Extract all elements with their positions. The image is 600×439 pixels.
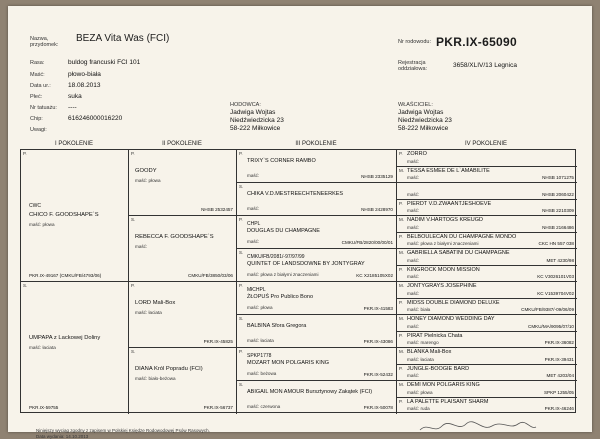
dog-name: CHICO F. GOODSHAPE`S bbox=[29, 211, 99, 218]
dog-color: maść: bbox=[407, 274, 420, 279]
dog-reg: PKR.IX-56737 bbox=[203, 405, 233, 410]
dog-name: QUINTET OF LANDSDOWNE BY JONTYGRAY bbox=[247, 261, 365, 267]
rasa-value: buldog francuski FCI 101 bbox=[68, 59, 141, 66]
chip-value: 616246000016220 bbox=[68, 115, 123, 122]
dog-reg: NHSB 2335129 bbox=[361, 174, 393, 179]
dog-name: UMPAPA z Lackowej Doliny bbox=[29, 334, 101, 341]
footer-note: Niniejszy wyciąg zgodny z zapisem w Polskiej Księdze Rodowodowej Psów Rasowych. bbox=[36, 428, 210, 433]
dog-color: maść: bbox=[247, 206, 260, 211]
dog-reg: NHSB 2060422 bbox=[542, 191, 574, 197]
sex-marker: P. bbox=[239, 151, 243, 156]
sex-marker: P. bbox=[399, 398, 403, 404]
pedigree-cell-gen4-15 bbox=[397, 398, 577, 415]
dog-name: BEZA Vita Was (FCI) bbox=[76, 33, 170, 44]
sex-marker: P. bbox=[399, 299, 403, 305]
dog-reg: PKR.IX-45825 bbox=[203, 339, 233, 344]
sex-marker: M. bbox=[399, 167, 404, 173]
uwagi-label: Uwagi: bbox=[30, 127, 47, 133]
pedigree-cell-gen4-11 bbox=[397, 332, 577, 349]
dog-color: maść: biała bbox=[407, 307, 431, 312]
dog-reg: PKR.IX-46246 bbox=[544, 406, 574, 411]
dog-color: maść: bbox=[407, 158, 420, 164]
dog-reg: PKR.IX-50078 bbox=[363, 405, 393, 410]
dog-reg: NHSB 2166486 bbox=[542, 224, 574, 230]
dog-name: PIRAT Pielnicka Chata bbox=[407, 332, 463, 339]
wlasciciel-line-2: Niedźwiedzicka 23 bbox=[398, 117, 452, 124]
dog-color: maść: bbox=[407, 257, 420, 263]
hodowca-line-3: 58-222 Miłkowice bbox=[230, 125, 281, 132]
pedigree-cell-gen3-5 bbox=[237, 315, 397, 348]
dog-color: maść: bbox=[407, 224, 420, 230]
sex-marker: M. bbox=[399, 250, 404, 255]
rejestracja-value: 3658/XLIV/13 Legnica bbox=[453, 62, 517, 69]
pedigree-cell-gen4-1 bbox=[397, 167, 577, 184]
sex-marker: S. bbox=[239, 382, 244, 387]
sex-marker: P. bbox=[239, 217, 243, 222]
pedigree-cell-gen4-6 bbox=[397, 249, 577, 266]
dog-color: maść: bbox=[247, 173, 260, 178]
dog-color: maść: bbox=[407, 373, 420, 378]
dog-reg: PKR.IX-43086 bbox=[363, 339, 393, 344]
dog-color: maść: płowa z białymi znaczeniami bbox=[247, 272, 319, 277]
dog-title: MłCHPL bbox=[247, 287, 266, 293]
pedigree-cell-gen2-1 bbox=[129, 216, 237, 282]
sex-marker: P. bbox=[131, 151, 135, 156]
tattoo-label: Nr tatuażu: bbox=[30, 105, 57, 111]
pedigree-cell-gen1-0 bbox=[21, 150, 129, 282]
dog-name: TRIXY`S CORNER RAMBO bbox=[247, 158, 316, 164]
sex-marker: P. bbox=[399, 266, 403, 272]
dog-name: ABIGAIL MON AMOUR Bursztynowy Zakątek (FCI) bbox=[247, 389, 373, 395]
dog-name: GABRIELLA SABATINI DU CHAMPAGNE bbox=[407, 250, 510, 256]
sex-marker: P. bbox=[399, 332, 403, 338]
dog-name: BALBINA Sfora Gregora bbox=[247, 323, 307, 329]
col-head-1: I POKOLENIE bbox=[54, 141, 93, 147]
dog-name: KINGROCK MOON MISSION bbox=[407, 266, 480, 273]
dog-reg: PKR.IX-39431 bbox=[544, 356, 574, 362]
dog-reg: CMKU/MA/9095/07/10 bbox=[528, 323, 574, 329]
dog-reg: PKR.IX-36082 bbox=[544, 340, 574, 345]
dog-reg: CMKU/FB/9387/-09/06/09 bbox=[521, 307, 574, 312]
dog-reg: KC V1539704V02 bbox=[537, 290, 574, 296]
dog-color: maść: płowa bbox=[247, 305, 273, 310]
dog-name: TESSA ESMEE DE L`AMABILITE bbox=[407, 167, 490, 174]
dog-name: ŻŁOPUŚ Pro Publico Bono bbox=[247, 294, 314, 300]
dog-reg: NHSB 2532457 bbox=[201, 207, 233, 212]
regno-label: Nr rodowodu: bbox=[398, 39, 432, 45]
pedigree-cell-gen4-13 bbox=[397, 365, 577, 382]
dog-name: NADIM V.HARTOGS KREUGD bbox=[407, 217, 483, 223]
dog-color: maść: bbox=[247, 239, 260, 244]
dog-name: CHIKA V.D.MESTREECHTENEERKES bbox=[247, 191, 344, 197]
pedigree-number: PKR.IX-65090 bbox=[436, 35, 517, 49]
pedigree-cell-gen3-3 bbox=[237, 249, 397, 282]
dog-name: LORD Mali-Box bbox=[135, 300, 176, 307]
col-head-2: II POKOLENIE bbox=[162, 141, 202, 147]
chip-label: Chip: bbox=[30, 116, 43, 122]
dog-color: maść: płowa z białymi znaczeniami bbox=[407, 241, 479, 246]
birthdate-value: 18.08.2013 bbox=[68, 82, 101, 89]
wlasciciel-label: WŁAŚCICIEL: bbox=[398, 102, 433, 108]
sex-value: suka bbox=[68, 93, 82, 100]
dog-color: maść: marengo bbox=[407, 340, 439, 345]
wlasciciel-line-3: 58-222 Miłkowice bbox=[398, 125, 449, 132]
dog-color: maść: łaciata bbox=[135, 310, 162, 316]
sex-marker: M. bbox=[399, 316, 404, 321]
pedigree-cell-gen3-0 bbox=[237, 150, 397, 183]
dog-name: BELBOULECAN DU CHAMPAGNE MONDO bbox=[407, 233, 517, 240]
pedigree-cell-gen4-0 bbox=[397, 150, 577, 167]
dog-reg: PKR.IX-52432 bbox=[363, 372, 393, 377]
sex-marker: P. bbox=[399, 233, 403, 239]
pedigree-cell-gen4-9 bbox=[397, 299, 577, 316]
hodowca-label: HODOWCA: bbox=[230, 102, 261, 108]
rasa-label: Rasa: bbox=[30, 60, 45, 66]
dog-color: maść: płowa bbox=[135, 178, 161, 184]
pedigree-cell-gen4-14 bbox=[397, 381, 577, 398]
sex-marker: S. bbox=[131, 217, 136, 222]
sex-marker: S. bbox=[239, 250, 244, 255]
dog-color: maść: bbox=[135, 244, 148, 250]
dog-reg: MET 4203/04 bbox=[546, 373, 574, 378]
dog-reg: NHSB 2428970 bbox=[361, 207, 393, 212]
pedigree-cell-gen4-10 bbox=[397, 315, 577, 332]
dog-title: CHPL bbox=[247, 221, 261, 227]
sex-marker: S. bbox=[239, 316, 244, 321]
sex-marker: M. bbox=[399, 382, 404, 387]
hodowca-line-1: Jadwiga Wojtas bbox=[230, 109, 276, 116]
pedigree-grid bbox=[20, 149, 576, 413]
signature-scribble bbox=[418, 420, 538, 434]
dog-name: REBECCA F. GOODSHAPE`S bbox=[135, 234, 214, 241]
pedigree-cell-gen4-2 bbox=[397, 183, 577, 200]
wlasciciel-line-1: Jadwiga Wojtas bbox=[398, 109, 444, 116]
dog-color: maść: ruda bbox=[407, 406, 430, 411]
dog-name: DOUGLAS DU CHAMPAGNE bbox=[247, 228, 320, 234]
dog-reg: SPKP 1255/05 bbox=[543, 389, 574, 395]
sex-marker: M. bbox=[399, 217, 404, 222]
sex-marker: P. bbox=[399, 365, 403, 371]
col-head-3: III POKOLENIE bbox=[295, 141, 337, 147]
dog-color: maść: łaciata bbox=[407, 356, 434, 362]
dog-reg: PKR.IX-59755 bbox=[29, 405, 59, 410]
hodowca-line-2: Niedźwiedzicka 23 bbox=[230, 117, 284, 124]
sex-marker: M. bbox=[399, 283, 404, 288]
dog-name: PIERDT V.D.ZWAANTJESHOEVE bbox=[407, 200, 492, 207]
dog-reg: PKR.IX-49167 (CMKU/FB/4793/06) bbox=[29, 273, 102, 278]
dog-name: DIANA Król Popradu (FCI) bbox=[135, 366, 203, 373]
col-head-4: IV POKOLENIE bbox=[464, 141, 507, 147]
dog-name: LA PALETTE PLAISANT SHARM bbox=[407, 398, 489, 405]
dog-color: maść: płowa bbox=[407, 389, 433, 395]
pedigree-certificate bbox=[8, 6, 592, 439]
pedigree-cell-gen1-1 bbox=[21, 282, 129, 414]
dog-reg: KC X2185105X02 bbox=[356, 273, 393, 278]
dog-name: ZORRO bbox=[407, 151, 427, 157]
dog-name: MOZART MON POLGARIS KING bbox=[247, 360, 330, 366]
dog-name: GOODY bbox=[135, 168, 157, 175]
dog-reg: CKC HN 557 038 bbox=[538, 241, 574, 246]
dog-color: maść: łaciata bbox=[29, 344, 56, 350]
sex-marker: S. bbox=[239, 184, 244, 189]
dog-name: JUNGLE-BOOGIE BARD bbox=[407, 365, 470, 372]
dog-name: HONEY DIAMOND WEDDING DAY bbox=[407, 316, 495, 322]
rejestracja-label: Rejestracja oddziałowa: bbox=[398, 60, 428, 72]
sex-marker: S. bbox=[23, 283, 28, 288]
sex-marker: P. bbox=[239, 349, 243, 354]
sex-marker: P. bbox=[399, 200, 403, 206]
pedigree-cell-gen4-4 bbox=[397, 216, 577, 233]
sex-marker: P. bbox=[239, 283, 243, 288]
sex-marker: P. bbox=[131, 283, 135, 288]
dog-color: maść: bbox=[407, 323, 420, 329]
pedigree-cell-gen2-2 bbox=[129, 282, 237, 348]
dog-name: MIDSS DOUBLE DIAMOND DELUXE bbox=[407, 299, 500, 306]
dog-name: BLANKA Mali-Box bbox=[407, 349, 452, 355]
tattoo-value: ---- bbox=[68, 104, 77, 111]
dog-color: maść: bbox=[407, 208, 420, 213]
sex-marker: P. bbox=[399, 151, 403, 156]
sex-marker: S. bbox=[131, 349, 136, 354]
dog-reg: KC V3026101V03 bbox=[537, 274, 574, 279]
pedigree-cell-gen4-8 bbox=[397, 282, 577, 299]
dog-reg: PKR.IX-41583 bbox=[363, 306, 393, 311]
dog-color: maść: płowa bbox=[29, 221, 55, 227]
dog-reg: NHSB 1071275 bbox=[542, 175, 574, 180]
dog-reg: NHSB 2210309 bbox=[542, 208, 574, 213]
sex-label: Płeć: bbox=[30, 94, 43, 100]
dog-name: JONTYGRAYS JOSEPHINE bbox=[407, 283, 477, 289]
dog-title: CMKU/FB/2081/-97/97/99 bbox=[247, 254, 305, 260]
pedigree-cell-gen3-1 bbox=[237, 183, 397, 216]
pedigree-cell-gen3-7 bbox=[237, 381, 397, 414]
sex-marker: M. bbox=[399, 349, 404, 354]
pedigree-table bbox=[20, 141, 576, 420]
dog-title: SPKP1778 bbox=[247, 353, 272, 359]
masc-value: płowo-biała bbox=[68, 71, 101, 78]
dog-title: CWC bbox=[29, 202, 41, 209]
dog-reg: MET 4230/98 bbox=[546, 257, 574, 263]
pedigree-cell-gen3-6 bbox=[237, 348, 397, 381]
sex-marker: P. bbox=[23, 151, 27, 156]
dog-color: maść: bbox=[407, 175, 420, 180]
pedigree-cell-gen3-2 bbox=[237, 216, 397, 249]
dog-name: DEMI MON POLGARIS KING bbox=[407, 382, 480, 388]
pedigree-cell-gen4-5 bbox=[397, 233, 577, 250]
dog-color: maść: czerwona bbox=[247, 404, 281, 409]
dog-color: maść: biało-beżowa bbox=[135, 376, 176, 382]
name-label: Nazwa, przydomek: bbox=[30, 36, 59, 48]
dog-reg: CMKU/FB/3850/03/06 bbox=[188, 273, 233, 278]
dog-reg: CMKU/FB/2820/00/00/01 bbox=[341, 240, 393, 245]
pedigree-cell-gen4-12 bbox=[397, 348, 577, 365]
pedigree-cell-gen4-7 bbox=[397, 266, 577, 283]
pedigree-cell-gen2-0 bbox=[129, 150, 237, 216]
issue-date: Data wydania: 14.10.2013 bbox=[36, 434, 89, 439]
pedigree-cell-gen4-3 bbox=[397, 200, 577, 217]
dog-color: maść: łaciata bbox=[247, 338, 274, 343]
masc-label: Maść: bbox=[30, 72, 45, 78]
pedigree-cell-gen2-3 bbox=[129, 348, 237, 414]
dog-color: maść: bbox=[407, 290, 420, 296]
birthdate-label: Data ur.: bbox=[30, 83, 51, 89]
dog-color: maść: bbox=[407, 191, 420, 197]
dog-color: maść: beżowa bbox=[247, 371, 277, 376]
pedigree-cell-gen3-4 bbox=[237, 282, 397, 315]
